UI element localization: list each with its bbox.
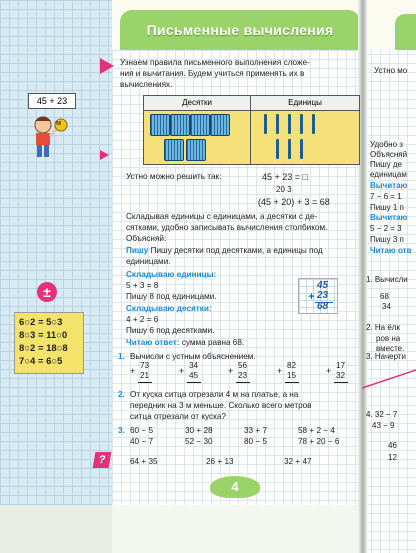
q-cell: 32 + 47 bbox=[284, 457, 312, 466]
intro-line: ния и вычитания. Будем учиться применять их в bbox=[120, 69, 305, 78]
right-page-line: 68 bbox=[380, 292, 389, 301]
step1-head: Складываю единицы: bbox=[126, 270, 217, 279]
task1-rule bbox=[236, 382, 250, 383]
right-page-line: 1. Вычисли bbox=[366, 275, 408, 284]
task1-plus: + bbox=[130, 366, 136, 376]
right-page-line: единицам bbox=[370, 170, 407, 179]
right-page-line: 5 − 2 = 3 bbox=[370, 224, 402, 233]
plus-minus-icon: ± bbox=[37, 282, 57, 302]
read-label: Читаю ответ: bbox=[126, 338, 180, 347]
write-line-2: единицами. bbox=[126, 257, 171, 266]
explain-line: Складывая единицы с единицами, а десятки с де- bbox=[126, 212, 318, 221]
pink-arrow-icon bbox=[100, 58, 114, 74]
column-addition bbox=[298, 278, 338, 314]
left-margin-grid bbox=[0, 0, 112, 505]
right-page-line: Пишу 3 п bbox=[370, 235, 404, 244]
task1-addend: 82 bbox=[287, 361, 297, 370]
right-page-line: 7 − 6 = 1 bbox=[370, 192, 402, 201]
read-line bbox=[126, 338, 244, 349]
step1-a: 5 + 3 = 8 bbox=[126, 281, 159, 290]
unit-stick-icon bbox=[300, 114, 303, 134]
task1-plus: + bbox=[228, 366, 234, 376]
task1-addend: 17 bbox=[336, 361, 346, 370]
column-b: 23 bbox=[317, 290, 329, 301]
left-margin-bottom bbox=[0, 505, 112, 553]
column-a: 45 bbox=[317, 280, 329, 291]
task1-addend: 32 bbox=[336, 371, 346, 380]
unit-stick-icon bbox=[276, 114, 279, 134]
task1-plus: + bbox=[179, 366, 185, 376]
oral-expression: 45 + 23 = □ bbox=[262, 172, 308, 182]
unit-stick-icon bbox=[288, 114, 291, 134]
pishu-label: Пишу bbox=[126, 246, 149, 255]
boy-illustration bbox=[26, 112, 74, 162]
right-page-line: Читаю отв bbox=[370, 246, 412, 255]
tens-bundle-icon bbox=[210, 114, 230, 136]
page-title: Письменные вычисления bbox=[120, 10, 360, 50]
oral-label: Устно можно решить так: bbox=[126, 172, 222, 181]
right-page-line: вместе. bbox=[376, 344, 405, 353]
compare-row: 7○4 = 6○5 bbox=[19, 356, 63, 367]
tens-bundle-icon bbox=[170, 114, 190, 136]
explain-line: Объясняй: bbox=[126, 234, 167, 243]
unit-stick-icon bbox=[312, 114, 315, 134]
tens-bundle-icon bbox=[164, 139, 184, 161]
task3-cell: 33 + 7 bbox=[244, 426, 267, 435]
q-cell: 26 + 13 bbox=[206, 457, 234, 466]
compare-row: 6○2 = 5○3 bbox=[19, 317, 63, 328]
task3-cell: 52 − 30 bbox=[185, 437, 213, 446]
step2-b: Пишу 6 под десятками. bbox=[126, 326, 215, 335]
intro-line: вычислениях. bbox=[120, 80, 173, 89]
tens-units-table bbox=[143, 95, 360, 165]
right-page-line: 2. На ёлк bbox=[366, 323, 400, 332]
right-page-line: Пишу де bbox=[370, 160, 402, 169]
intro-line: Узнаем правила письменного выполнения сложе- bbox=[120, 58, 310, 67]
read-text: сумма равна 68. bbox=[181, 338, 245, 347]
unit-stick-icon bbox=[300, 139, 303, 159]
task1-plus: + bbox=[277, 366, 283, 376]
explain-line: сятками, удобно записывать вычисления столбиком. bbox=[126, 223, 328, 232]
task2-line: ситца отрезали от куска? bbox=[130, 412, 226, 421]
task3-cell: 60 − 5 bbox=[130, 426, 153, 435]
step2-a: 4 + 2 = 6 bbox=[126, 315, 159, 324]
right-page-line-drawing bbox=[362, 362, 416, 392]
side-expression: 45 + 23 bbox=[28, 93, 76, 109]
table-divider bbox=[250, 96, 251, 164]
right-page-line: 34 bbox=[382, 302, 391, 311]
unit-stick-icon bbox=[276, 139, 279, 159]
small-arrow-icon bbox=[100, 150, 109, 160]
units-header: Единицы bbox=[251, 96, 359, 111]
right-page-line: Вычитаю bbox=[370, 181, 408, 190]
write-line bbox=[126, 246, 323, 257]
task3-cell: 58 + 2 − 4 bbox=[298, 426, 335, 435]
task1-rule bbox=[187, 382, 201, 383]
task1-addend: 56 bbox=[238, 361, 248, 370]
task1-plus: + bbox=[326, 366, 332, 376]
task1-addend: 23 bbox=[238, 371, 248, 380]
right-page-line: 3. Начерти bbox=[366, 352, 406, 361]
question-badge-icon: ? bbox=[93, 452, 112, 468]
task1-rule bbox=[334, 382, 348, 383]
right-page-line: Удобно з bbox=[370, 140, 403, 149]
oral-split: 20 3 bbox=[276, 185, 292, 194]
column-operator: + bbox=[308, 291, 315, 303]
task3-cell: 80 − 5 bbox=[244, 437, 267, 446]
step1-b: Пишу 8 под единицами. bbox=[126, 292, 217, 301]
task1-rule bbox=[285, 382, 299, 383]
task1-addend: 45 bbox=[189, 371, 199, 380]
right-page-line: Пишу 1 п bbox=[370, 203, 404, 212]
tens-bundle-icon bbox=[150, 114, 170, 136]
right-page-line: Вычитаю bbox=[370, 213, 408, 222]
page-number: 4 bbox=[210, 476, 260, 498]
tens-header: Десятки bbox=[144, 96, 250, 111]
right-page-line: Устно мо bbox=[374, 66, 408, 75]
right-page-line: 43 − 9 bbox=[372, 421, 395, 430]
unit-stick-icon bbox=[264, 114, 267, 134]
q-cell: 64 + 35 bbox=[130, 457, 158, 466]
right-page-line: 12 bbox=[388, 453, 397, 462]
write-text: Пишу десятки под десятками, а единицы под bbox=[150, 246, 323, 255]
oral-line: (45 + 20) + 3 = 68 bbox=[258, 197, 330, 207]
task3-cell: 78 + 20 − 6 bbox=[298, 437, 340, 446]
badge-letter: м bbox=[56, 120, 62, 127]
task1-addend: 15 bbox=[287, 371, 297, 380]
task3-cell: 40 − 7 bbox=[130, 437, 153, 446]
right-page-line: 46 bbox=[388, 441, 397, 450]
compare-row: 8○2 = 18○8 bbox=[19, 343, 68, 354]
task1-addend: 73 bbox=[140, 361, 150, 370]
task1-number: 1. bbox=[118, 352, 125, 361]
column-result: 68 bbox=[317, 301, 329, 312]
task1-addend: 21 bbox=[140, 371, 150, 380]
step2-head: Складываю десятки: bbox=[126, 304, 212, 313]
right-page-line: Объясняй bbox=[370, 150, 408, 159]
task1-text: Вычисли с устным объяснением. bbox=[130, 352, 256, 361]
right-page-line: ров на bbox=[376, 334, 401, 343]
right-title-box bbox=[395, 14, 416, 50]
task2-line: От куска ситца отрезали 4 м на платье, а на bbox=[130, 390, 299, 399]
compare-box bbox=[14, 312, 84, 374]
unit-stick-icon bbox=[288, 139, 291, 159]
task2-number: 2. bbox=[118, 390, 125, 399]
tens-bundle-icon bbox=[190, 114, 210, 136]
task2-line: передник на 3 м меньше. Сколько всего метров bbox=[130, 401, 312, 410]
task3-number: 3. bbox=[118, 426, 125, 435]
compare-row: 8○3 = 11○0 bbox=[19, 330, 68, 341]
task1-rule bbox=[138, 382, 152, 383]
right-page-line: 4. 32 − 7 bbox=[366, 410, 398, 419]
task3-cell: 30 + 28 bbox=[185, 426, 213, 435]
task1-addend: 34 bbox=[189, 361, 199, 370]
tens-bundle-icon bbox=[186, 139, 206, 161]
